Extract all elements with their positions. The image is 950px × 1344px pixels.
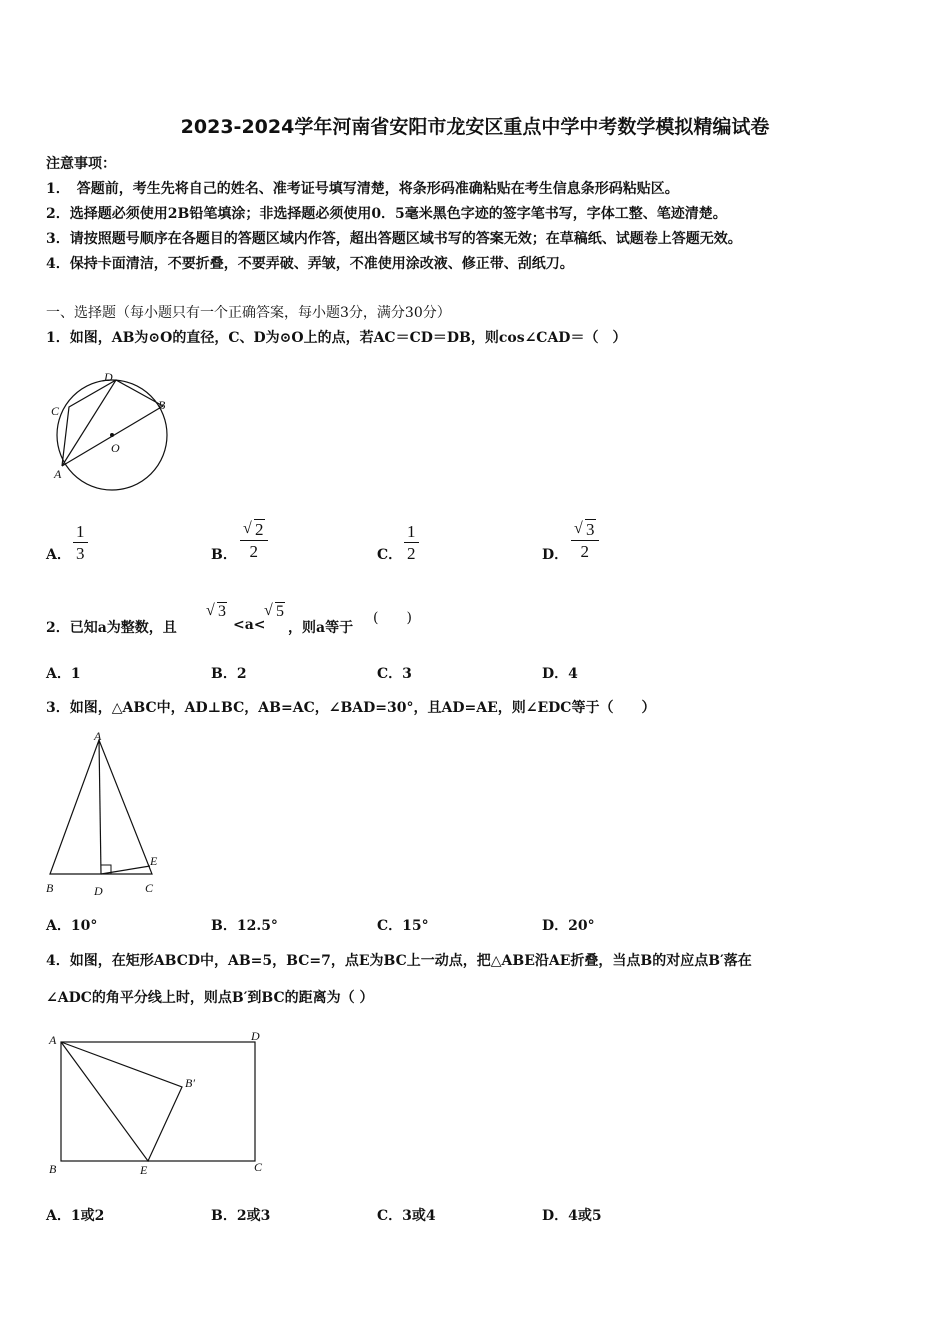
q3-label-b: B: [46, 881, 54, 895]
q4-label-b: B: [49, 1162, 57, 1176]
q4-option-b: B．2或3: [211, 1208, 271, 1224]
note-item-4: 4．保持卡面清洁，不要折叠，不要弄破、弄皱，不准使用涂改液、修正带、刮纸刀。: [46, 256, 574, 272]
q4-stem-line1: 4．如图，在矩形ABCD中，AB=5，BC=7，点E为BC上一动点，把△ABE沿AE折叠，当点B的对应点B′落在: [46, 953, 752, 969]
q3-label-e: E: [150, 854, 158, 868]
q1-option-c-fraction: [404, 522, 419, 565]
note-item-3: 3．请按照题号顺序在各题目的答题区域内作答，超出答题区域书写的答案无效；在草稿纸、试题卷上答题无效。: [46, 231, 742, 247]
q1-option-a-num: 1: [73, 522, 88, 543]
q1-option-a-letter: A．: [46, 547, 71, 563]
section-heading: 一、选择题（每小题只有一个正确答案，每小题3分，满分30分）: [46, 305, 451, 321]
q4-option-d: D．4或5: [542, 1208, 602, 1224]
q4-label-d: D: [251, 1029, 260, 1043]
q1-option-d-num: 3: [586, 520, 595, 539]
q1-label-b: B: [158, 398, 166, 412]
q1-label-c: C: [51, 404, 60, 418]
q1-option-b-fraction: √ 2 2: [240, 520, 268, 563]
q3-option-a: A．10°: [46, 918, 98, 934]
q1-stem: 1．如图，AB为⊙O的直径，C、D为⊙O上的点，若AC＝CD＝DB，则cos∠CAD＝（ ）: [46, 330, 627, 346]
q2-paren: ( ): [373, 610, 412, 626]
q1-option-a-fraction: [73, 522, 88, 565]
page-title: 2023-2024学年河南省安阳市龙安区重点中学中考数学模拟精编试卷: [180, 116, 770, 138]
q1-option-b-num: 2: [255, 520, 264, 539]
q1-circle-figure: [40, 365, 180, 505]
q3-option-d: D．20°: [542, 918, 595, 934]
q1-option-d-den: 2: [580, 542, 589, 561]
q3-option-b: B．12.5°: [211, 918, 278, 934]
q4-rectangle-figure: [44, 1024, 284, 1184]
q1-label-d: D: [104, 370, 113, 384]
q3-stem: 3．如图，△ABC中，AD⊥BC，AB=AC，∠BAD=30°，且AD=AE，则∠EDC等于（ ）: [46, 700, 656, 716]
q1-label-a: A: [54, 467, 62, 481]
q2-sqrt3: √ 3: [206, 602, 226, 620]
q2-option-d: D．4: [542, 666, 578, 682]
q2-option-c: C．3: [377, 666, 412, 682]
q3-label-a: A: [94, 729, 102, 743]
q2-option-a: A．1: [46, 666, 81, 682]
q1-option-c-den: 2: [407, 544, 416, 563]
q1-option-d-letter: D．: [542, 547, 569, 563]
q1-option-b-den: 2: [249, 542, 258, 561]
q2-sqrt5: √ 5: [264, 602, 284, 620]
note-item-1: 1． 答题前，考生先将自己的姓名、准考证号填写清楚，将条形码准确粘贴在考生信息条形码粘贴区。: [46, 181, 679, 197]
q3-label-d: D: [94, 884, 103, 898]
q1-option-c-num: 1: [404, 522, 419, 543]
q4-stem-line2: ∠ADC的角平分线上时，则点B′到BC的距离为（ ）: [46, 990, 374, 1006]
q4-option-a: A．1或2: [46, 1208, 105, 1224]
q4-label-a: A: [49, 1033, 57, 1047]
q2-suffix: ，则a等于: [288, 620, 354, 636]
q3-label-c: C: [145, 881, 154, 895]
q3-option-c: C．15°: [377, 918, 429, 934]
q1-label-o: O: [111, 441, 120, 455]
notes-header: 注意事项：: [46, 156, 116, 172]
q4-label-bprime: B′: [185, 1076, 195, 1090]
note-item-2: 2．选择题必须使用2B铅笔填涂；非选择题必须使用0．5毫米黑色字迹的签字笔书写，字体工整、笔迹清楚。: [46, 206, 727, 222]
q2-mid: <a<: [233, 617, 266, 633]
q2-option-b: B．2: [211, 666, 247, 682]
q1-option-c-letter: C．: [377, 547, 403, 563]
q3-triangle-figure: [44, 728, 164, 900]
q1-option-a-den: 3: [76, 544, 85, 563]
q2-prefix: 2．已知a为整数，且: [46, 620, 177, 636]
q1-option-b-letter: B．: [211, 547, 237, 563]
q4-option-c: C．3或4: [377, 1208, 436, 1224]
q1-option-d-fraction: √ 3 2: [571, 520, 599, 563]
q4-label-c: C: [254, 1160, 263, 1174]
q4-label-e: E: [140, 1163, 148, 1177]
